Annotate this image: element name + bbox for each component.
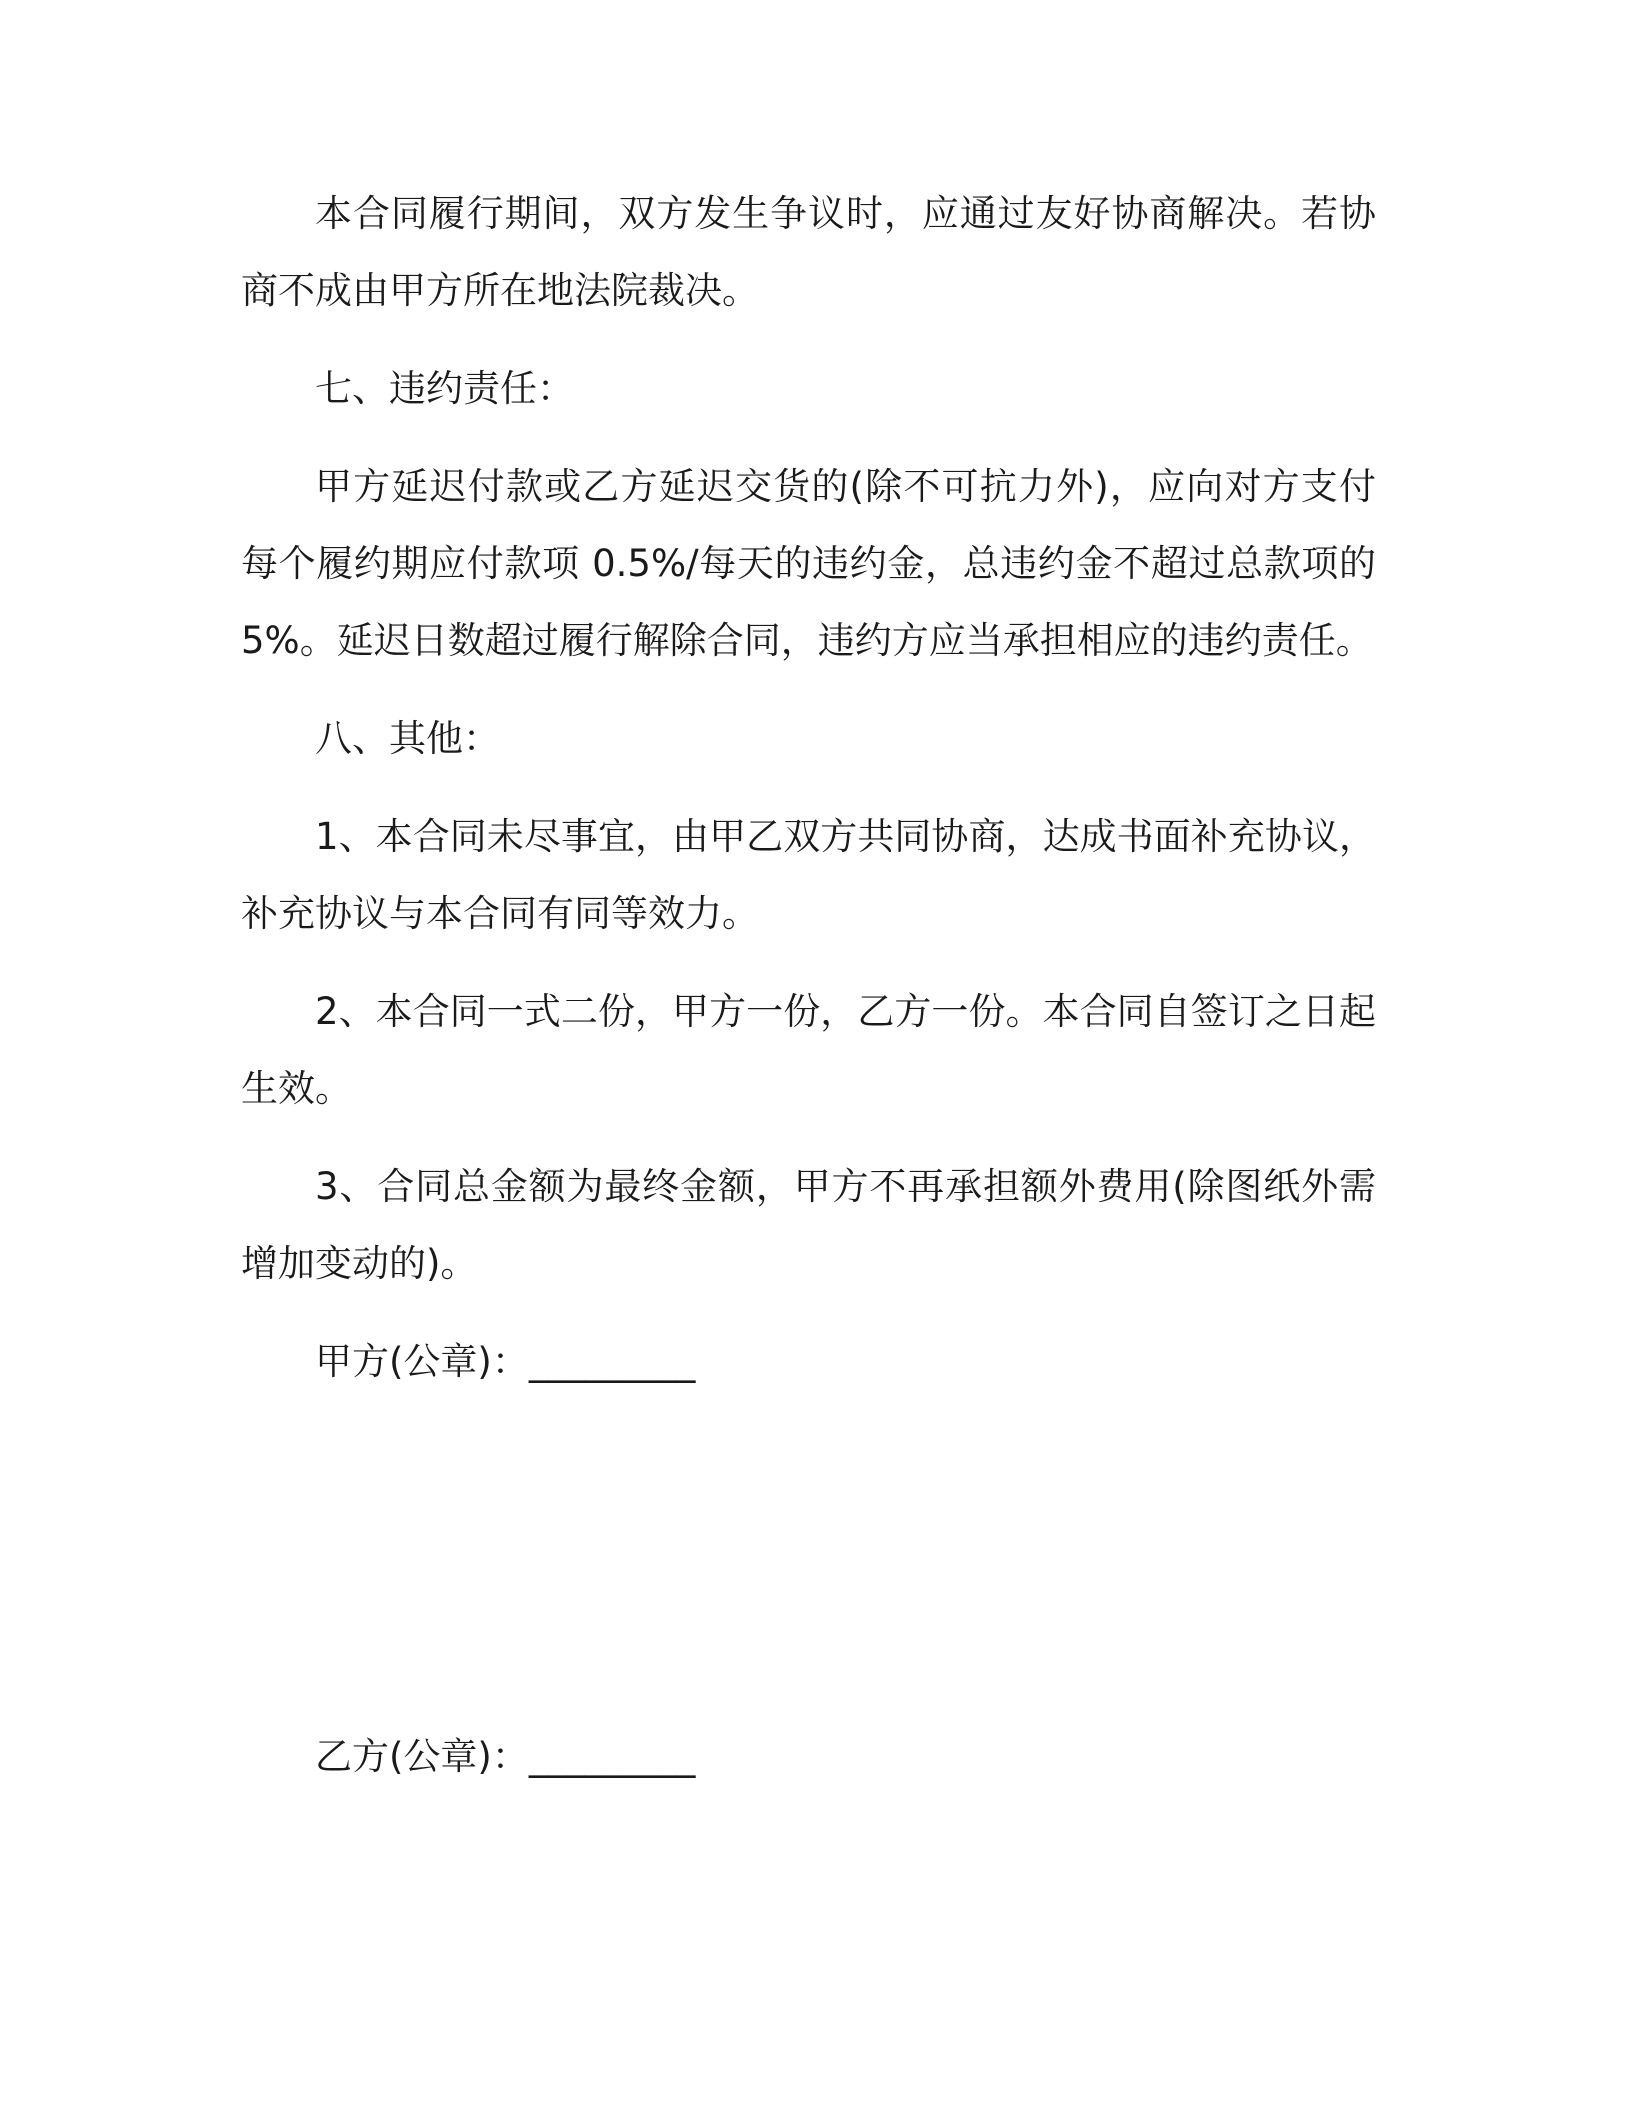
section-7-heading: 七、违约责任： [315,367,574,410]
dispute-paragraph: 本合同履行期间，双方发生争议时，应通过友好协商解决。若协商不成由甲方所在地法院裁决。 [241,192,1376,312]
party-b-signature-line: 乙方(公章)：_________ [315,1735,696,1778]
party-a-signature-line: 甲方(公章)：_________ [315,1340,696,1383]
clause-3: 3、合同总金额为最终金额，甲方不再承担额外费用(除图纸外需增加变动的)。 [241,1165,1376,1285]
clause-2: 2、本合同一式二份，甲方一份，乙方一份。本合同自签订之日起生效。 [241,990,1376,1110]
section-8-heading: 八、其他： [315,717,500,760]
section-7-paragraph: 甲方延迟付款或乙方延迟交货的(除不可抗力外)，应向对方支付每个履约期应付款项 0.5%/每天的违约金，总违约金不超过总款项的5%。延迟日数超过履行解除合同，违约方应当承担相应的违约责任。 [241,465,1376,662]
document-body [241,175,1376,1795]
clause-1: 1、本合同未尽事宜，由甲乙双方共同协商，达成书面补充协议，补充协议与本合同有同等效力。 [241,815,1376,935]
